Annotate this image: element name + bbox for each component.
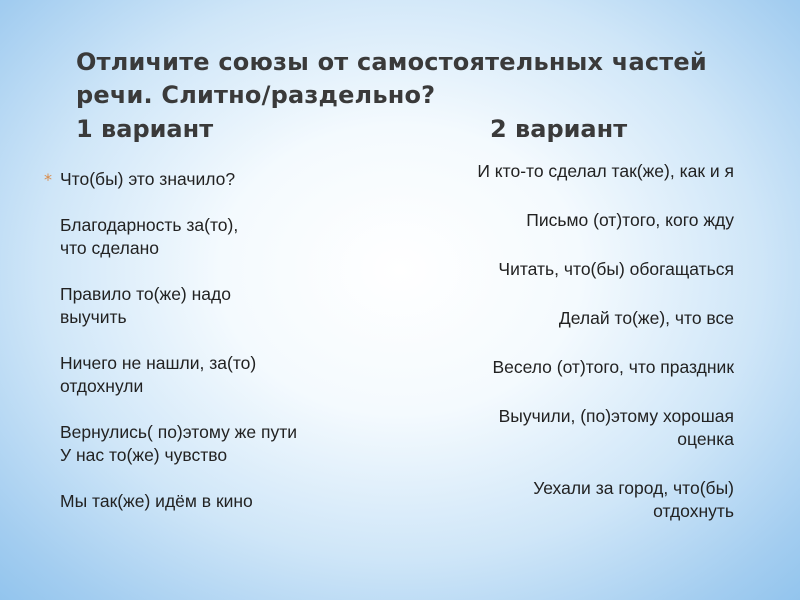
- list-item-line: Уехали за город, что(бы): [533, 478, 734, 498]
- list-item: [60, 168, 380, 191]
- variant-2-heading: 2 вариант: [490, 115, 628, 143]
- list-item-line: Письмо (от)того, кого жду: [526, 210, 734, 230]
- list-item-line: Благодарность за(то),: [60, 215, 239, 235]
- list-item: [414, 160, 734, 183]
- slide-title: [76, 46, 736, 112]
- list-item-line: Что(бы) это значило?: [60, 169, 236, 189]
- list-item-line: Выучили, (по)этому хорошая: [498, 406, 734, 426]
- list-item-line: отдохнуть: [653, 501, 734, 521]
- list-item: [60, 214, 380, 260]
- bullet-icon: *: [44, 170, 52, 189]
- variant-1-list: [60, 168, 380, 513]
- list-item-line: отдохнули: [60, 376, 144, 396]
- list-item: [60, 490, 380, 513]
- list-item: [60, 421, 380, 467]
- variant-2-list: [414, 160, 734, 549]
- list-item-line: что сделано: [60, 238, 159, 258]
- list-item-line: Правило то(же) надо: [60, 284, 231, 304]
- list-item-line: выучить: [60, 307, 127, 327]
- list-item-line: Делай то(же), что все: [558, 308, 734, 328]
- list-item: [414, 307, 734, 330]
- list-item-line: Весело (от)того, что праздник: [492, 357, 734, 377]
- list-item: [60, 283, 380, 329]
- list-item-line: У нас то(же) чувство: [60, 445, 228, 465]
- list-item: [414, 258, 734, 281]
- list-item-line: Ничего не нашли, за(то): [60, 353, 257, 373]
- list-item-line: Вернулись( по)этому же пути: [60, 422, 298, 442]
- list-item: [60, 352, 380, 398]
- variant-1-heading: 1 вариант: [76, 115, 214, 143]
- list-item: [414, 477, 734, 523]
- list-item-line: И кто-то сделал так(же), как и я: [477, 161, 734, 181]
- list-item-line: Мы так(же) идём в кино: [60, 491, 253, 511]
- list-item-line: Читать, что(бы) обогащаться: [498, 259, 734, 279]
- title-line-2: речи. Слитно/раздельно?: [76, 81, 436, 109]
- list-item: [414, 356, 734, 379]
- list-item: [414, 405, 734, 451]
- list-item: [414, 209, 734, 232]
- list-item-line: оценка: [677, 429, 734, 449]
- title-line-1: Отличите союзы от самостоятельных частей: [76, 48, 707, 76]
